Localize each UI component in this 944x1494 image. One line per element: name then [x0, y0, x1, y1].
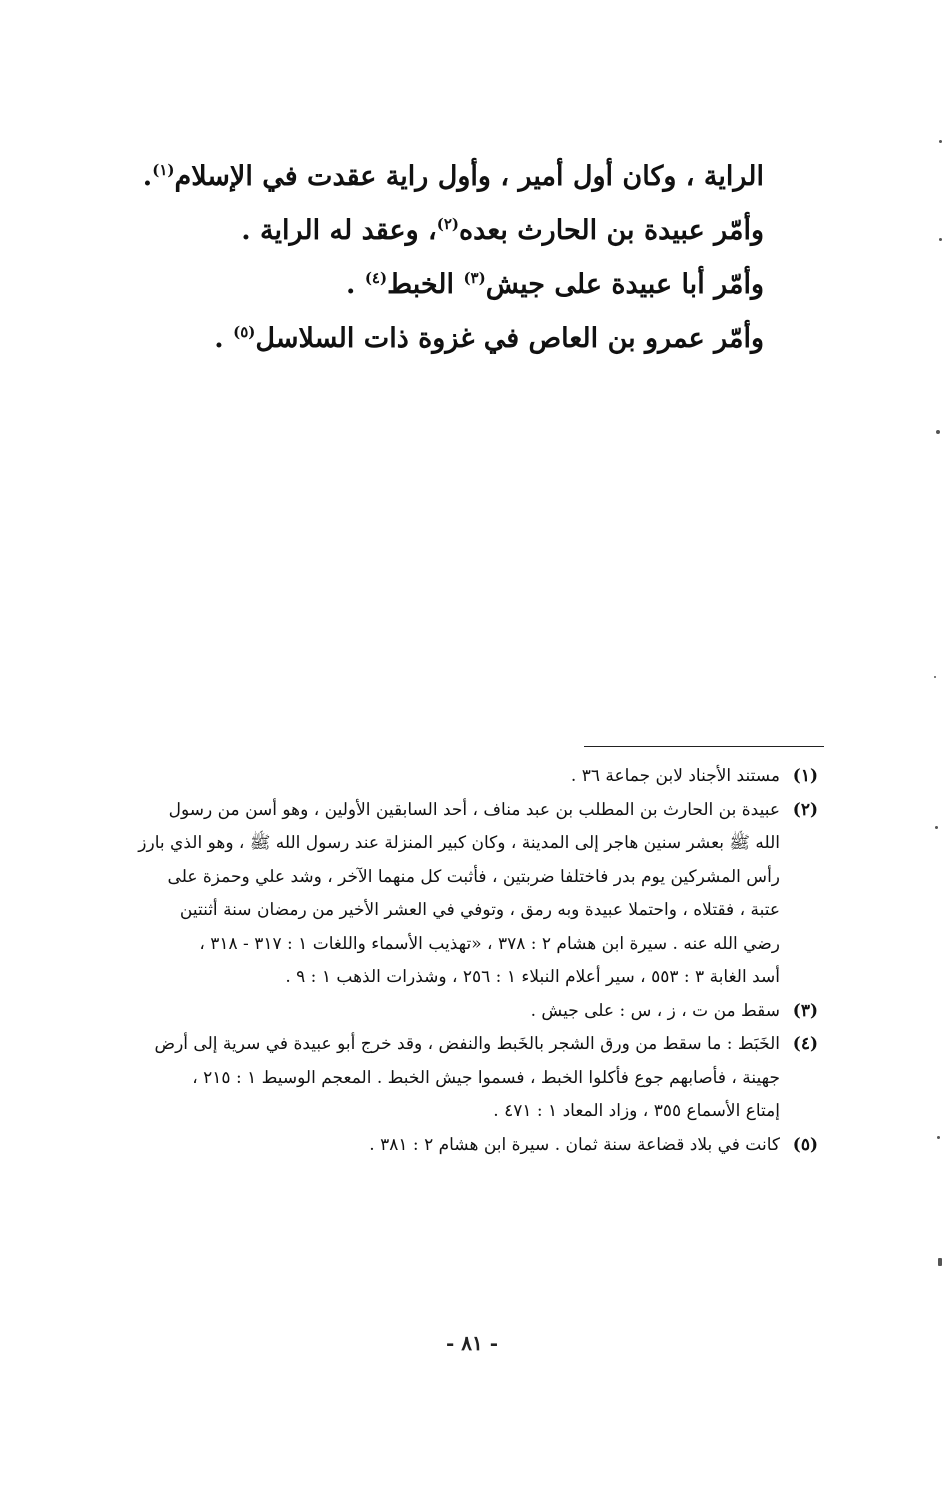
main-text-punctuation: .: [142, 161, 153, 192]
main-text-line-content: وأمّر أبا عبيدة على جيش: [485, 269, 764, 300]
footnote-line: رأس المشركين يوم بدر فاختلفا ضربتين ، فأثبت كل منهما الآخر ، وشد علي وحمزة على: [167, 866, 780, 887]
footnote-number: (٤): [792, 1034, 818, 1054]
main-text-line-content: وأمّر عمرو بن العاص في غزوة ذات السلاسل: [255, 323, 764, 354]
main-text-line-tail: ، وعقد له الراية .: [241, 215, 437, 246]
footnote-line: كانت في بلاد قضاعة سنة ثمان . سيرة ابن هشام ٢ : ٣٨١ .: [369, 1134, 780, 1155]
footnote-number: (٥): [792, 1134, 818, 1155]
footnote-number: (٢): [792, 799, 818, 820]
footnote-ref-3[interactable]: (٣): [463, 269, 486, 287]
scan-speck: [936, 430, 940, 434]
footnote-ref-1[interactable]: (١): [152, 161, 175, 179]
main-text-line: [164, 204, 764, 258]
scan-speck: [935, 826, 938, 829]
main-text-line: [142, 150, 764, 204]
footnote-line: مستند الأجناد لابن جماعة ٣٦ .: [570, 766, 780, 786]
footnote-line: الخَبَط : ما سقط من ورق الشجر بالخَبط والنفض ، وقد خرج أبو عبيدة في سرية إلى أرض: [154, 1034, 780, 1054]
scan-speck: [939, 140, 942, 143]
main-text-line: [164, 312, 764, 366]
footnote-line: عبيدة بن الحارث بن المطلب بن عبد مناف ، أحد السابقين الأولين ، وهو أسن من رسول: [168, 799, 780, 820]
main-text-line-content: الراية ، وكان أول أمير ، وأول راية عقدت في الإسلام: [174, 161, 764, 192]
footnotes-section: [118, 760, 818, 1162]
footnote-line: الله ﷺ بعشر سنين هاجر إلى المدينة ، وكان كبير المنزلة عند رسول الله ﷺ ، وهو الذي بارز: [138, 833, 780, 853]
footnote-3: [118, 995, 818, 1029]
footnote-line: إمتاع الأسماع ٣٥٥ ، وزاد المعاد ١ : ٤٧١ .: [493, 1101, 780, 1121]
footnote-line: سقط من ت ، ز ، س : على جيش .: [530, 1000, 780, 1021]
scan-speck: [937, 1136, 940, 1139]
footnote-ref-5[interactable]: (٥): [233, 323, 256, 341]
scan-speck: [934, 676, 936, 678]
footnote-separator: [584, 746, 824, 747]
main-text-line: [164, 258, 764, 312]
main-text-line-mid: الخبط: [387, 269, 464, 300]
footnote-ref-2[interactable]: (٢): [436, 215, 459, 233]
main-text-punctuation: .: [346, 269, 365, 300]
main-text-block: [142, 150, 764, 366]
footnote-number: (١): [792, 766, 818, 786]
main-text-punctuation: .: [214, 323, 234, 354]
footnote-number: (٣): [792, 1000, 818, 1021]
scan-speck: [938, 1258, 942, 1266]
footnote-line: أسد الغابة ٣ : ٥٥٣ ، سير أعلام النبلاء ١ : ٢٥٦ ، وشذرات الذهب ١ : ٩ .: [285, 967, 780, 987]
footnote-4: [118, 1028, 818, 1129]
footnote-1: [118, 760, 818, 794]
footnote-line: جهينة ، فأصابهم جوع فأكلوا الخبط ، فسموا جيش الخبط . المعجم الوسيط ١ : ٢١٥ ،: [192, 1067, 780, 1088]
main-text-line-content: وأمّر عبيدة بن الحارث بعده: [459, 215, 764, 246]
footnote-ref-4[interactable]: (٤): [364, 269, 388, 287]
footnote-5: [118, 1129, 818, 1163]
footnote-line: عتبة ، فقتلاه ، واحتملا عبيدة وبه رمق ، وتوفي في العشر الأخير من رمضان سنة أثنتين: [179, 900, 780, 920]
page-number: - ٨١ -: [445, 1331, 498, 1355]
footnote-line: رضي الله عنه . سيرة ابن هشام ٢ : ٣٧٨ ، «تهذيب الأسماء واللغات ١ : ٣١٧ - ٣١٨ ،: [199, 933, 780, 954]
scan-speck: [939, 238, 942, 241]
footnote-2: [118, 794, 818, 995]
